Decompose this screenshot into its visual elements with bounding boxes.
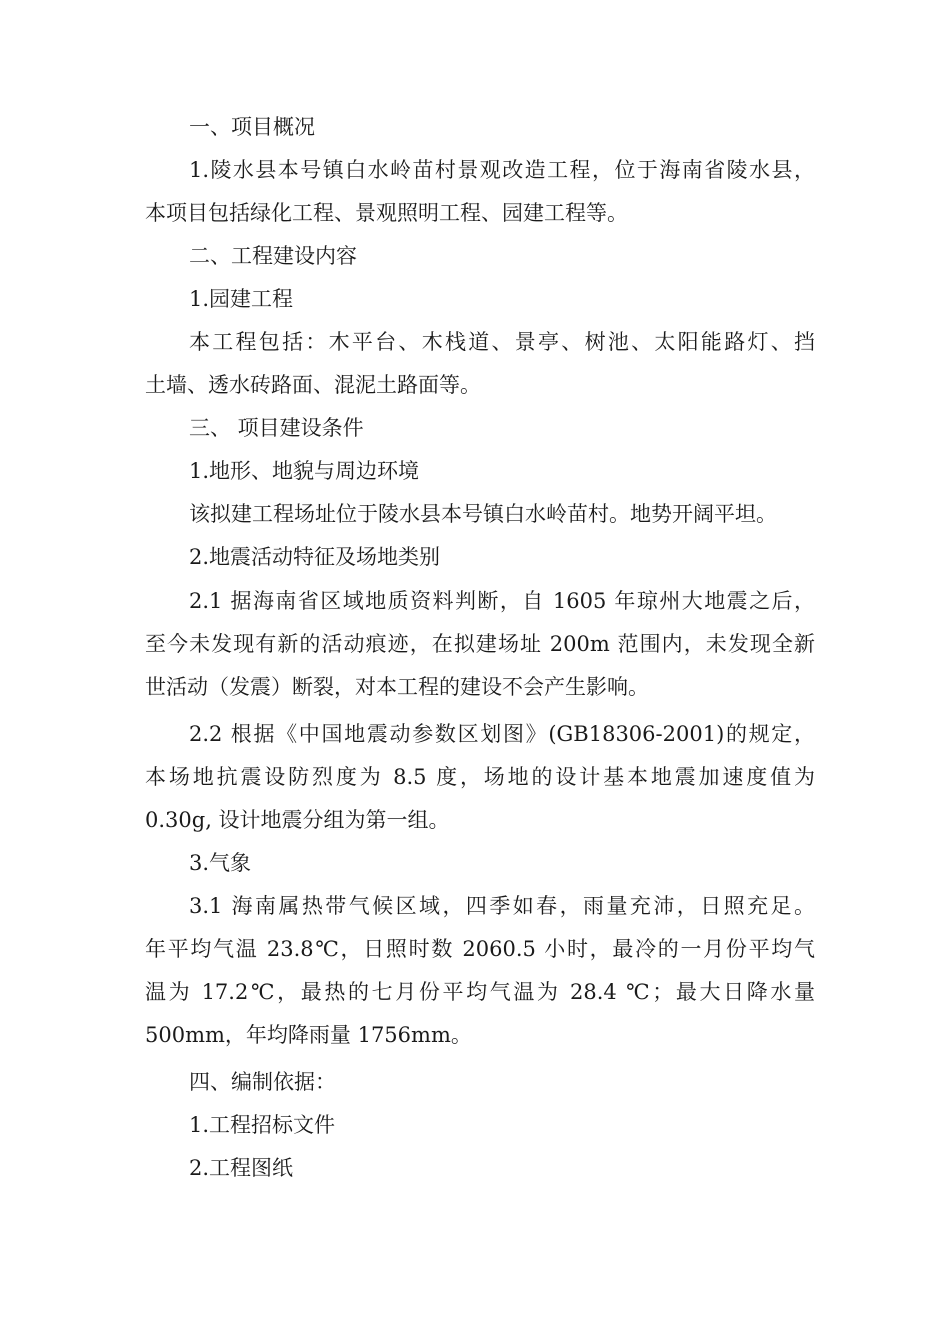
paragraph-line: 本工程包括：木平台、木栈道、景亭、树池、太阳能路灯、挡 (189, 330, 815, 354)
list-item: 1.工程招标文件 (189, 1113, 336, 1137)
heading-basis: 四、编制依据： (189, 1070, 336, 1094)
heading-construction-conditions: 三、 项目建设条件 (189, 416, 364, 440)
paragraph-line: 2.1 据海南省区域地质资料判断，自 1605 年琼州大地震之后， (189, 589, 815, 613)
paragraph-line: 500mm，年均降雨量 1756mm。 (145, 1023, 472, 1047)
paragraph-line: 温为 17.2℃，最热的七月份平均气温为 28.4 ℃；最大日降水量 (145, 980, 815, 1004)
subheading-terrain: 1.地形、地貌与周边环境 (189, 459, 420, 483)
paragraph-line: 1.陵水县本号镇白水岭苗村景观改造工程，位于海南省陵水县， (189, 158, 815, 182)
paragraph-line: 0.30g, 设计地震分组为第一组。 (145, 808, 450, 832)
paragraph-line: 年平均气温 23.8℃，日照时数 2060.5 小时，最冷的一月份平均气 (145, 937, 815, 961)
paragraph-line: 3.1 海南属热带气候区域，四季如春，雨量充沛，日照充足。 (189, 894, 815, 918)
paragraph-line: 世活动（发震）断裂，对本工程的建设不会产生影响。 (145, 675, 649, 699)
paragraph-line: 土墙、透水砖路面、混泥土路面等。 (145, 373, 481, 397)
heading-project-overview: 一、项目概况 (189, 115, 315, 139)
paragraph-line: 至今未发现有新的活动痕迹，在拟建场址 200m 范围内，未发现全新 (145, 632, 815, 656)
subheading-climate: 3.气象 (189, 851, 252, 875)
subheading-landscape-works: 1.园建工程 (189, 287, 294, 311)
paragraph-line: 本项目包括绿化工程、景观照明工程、园建工程等。 (145, 201, 628, 225)
paragraph-line: 该拟建工程场址位于陵水县本号镇白水岭苗村。地势开阔平坦。 (189, 502, 777, 526)
heading-construction-content: 二、工程建设内容 (189, 244, 357, 268)
subheading-seismic: 2.地震活动特征及场地类别 (189, 545, 441, 569)
paragraph-line: 2.2 根据《中国地震动参数区划图》(GB18306-2001)的规定， (189, 722, 815, 746)
paragraph-line: 本场地抗震设防烈度为 8.5 度，场地的设计基本地震加速度值为 (145, 765, 815, 789)
list-item: 2.工程图纸 (189, 1156, 294, 1180)
